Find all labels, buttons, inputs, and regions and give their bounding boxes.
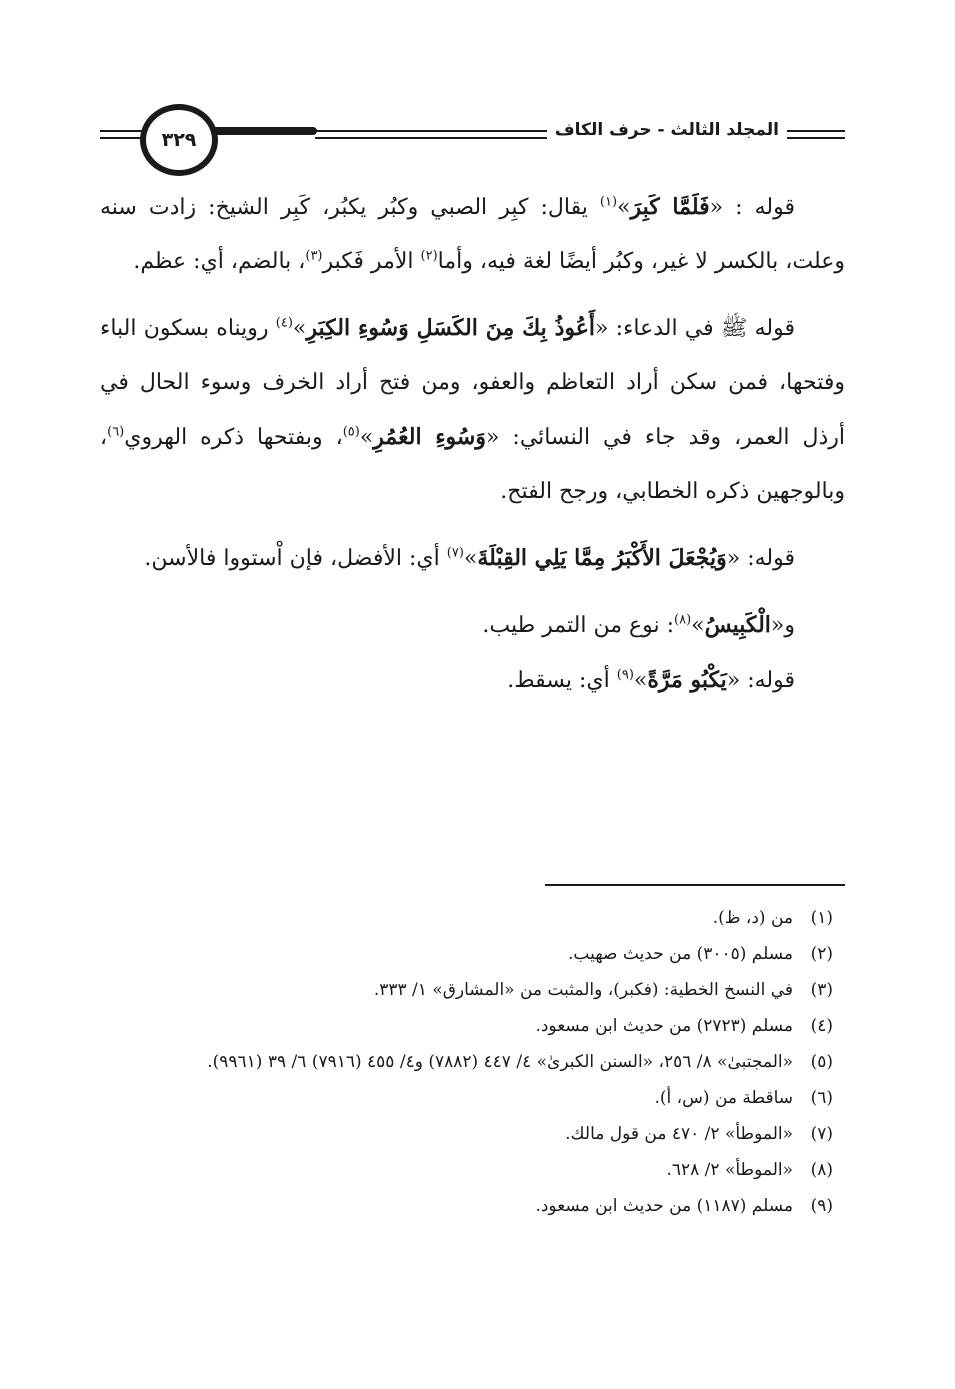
footnote-ref: (٣): [305, 248, 323, 264]
page-number: ٣٢٩: [161, 129, 197, 151]
footnote: [100, 1080, 845, 1116]
footnote: [100, 972, 845, 1008]
footnote-ref: (٩): [616, 667, 634, 683]
footnote-text: «المجتبىٰ» ٨/ ٢٥٦، «السنن الكبرىٰ» ٤/ ٤٤٧ (٧٨٨٢) و٤/ ٤٥٥ (٧٩١٦) ٦/ ٣٩ (٩٩٦١).: [207, 1052, 793, 1072]
footnote-text: مسلم (١١٨٧) من حديث ابن مسعود.: [535, 1196, 793, 1216]
paragraph: [100, 531, 845, 586]
footnote-number: (٨): [810, 1160, 833, 1180]
paragraph-text: : نوع من التمر طيب.: [482, 613, 674, 638]
quoted-term: وَيُجْعَلَ الأَكْبَرُ مِمَّا يَلِي القِبْلَةَ: [477, 545, 727, 571]
footnote-text: «الموطأ» ٢/ ٤٧٠ من قول مالك.: [565, 1124, 793, 1144]
page-number-badge: [140, 104, 218, 176]
paragraph-text: يقال: كبِر الصبي وكبُر يكبُر، كَبِر الشيخ: زادت سنه وعلت، بالكسر لا غير، وكبُر أيضًا لغة فيه، وأما: [100, 195, 845, 274]
footnote-number: (٢): [810, 944, 833, 964]
footnote-ref: (١): [599, 194, 618, 210]
page-number-ornament: [212, 127, 317, 135]
paragraph: [100, 598, 845, 653]
footnote: [100, 900, 845, 936]
footnote-number: (٥): [810, 1052, 833, 1072]
footnote-text: «الموطأ» ٢/ ٦٢٨.: [666, 1160, 793, 1180]
quoted-term: أَعُوذُ بِكَ مِنَ الكَسَلِ وَسُوءِ الكِبَرِ: [306, 315, 596, 341]
footnote: [100, 1044, 845, 1080]
footnote: [100, 936, 845, 972]
paragraph-text: الأمر فَكبر: [322, 249, 421, 274]
footnote-ref: (٧): [446, 545, 464, 561]
quote-close: »: [359, 425, 374, 450]
paragraph-lead: و«: [770, 613, 795, 638]
quoted-term: وَسُوءِ العُمُرِ: [373, 424, 486, 450]
paragraph-text: أي: يسقط.: [507, 668, 617, 693]
running-title: المجلد الثالث - حرف الكاف: [547, 116, 787, 144]
quoted-term: الْكَبِيسُ: [704, 612, 771, 638]
footnote-number: (١): [810, 908, 833, 928]
footnote-ref: (٢): [420, 248, 438, 264]
paragraph-lead: قوله: «: [726, 668, 795, 693]
footnote-ref: (٥): [342, 424, 360, 440]
footnote-separator: [545, 884, 845, 886]
quoted-term: يَكْبُو مَرَّةً: [647, 667, 727, 693]
footnote-number: (٩): [810, 1196, 833, 1216]
footnote-number: (٣): [810, 980, 833, 1000]
footnote-ref: (٦): [107, 424, 125, 440]
paragraph: [100, 653, 845, 708]
footnote-number: (٤): [810, 1016, 833, 1036]
footnote: [100, 1116, 845, 1152]
footnote-number: (٦): [810, 1088, 833, 1108]
main-text: [100, 180, 845, 720]
footnote-ref: (٤): [275, 315, 293, 331]
paragraph: [100, 301, 845, 519]
quote-close: »: [633, 668, 648, 693]
footnote-text: مسلم (٢٧٢٣) من حديث ابن مسعود.: [535, 1016, 793, 1036]
quote-close: »: [463, 546, 478, 571]
footnote-text: من (د، ظ).: [712, 908, 793, 928]
footnote: [100, 1188, 845, 1224]
footnote: [100, 1008, 845, 1044]
paragraph-lead: قوله ﷺ في الدعاء: «: [595, 316, 796, 341]
footnote-text: في النسخ الخطية: (فكبر)، والمثبت من «المشارق» ١/ ٣٣٣.: [373, 980, 793, 1000]
quote-close: »: [292, 316, 307, 341]
quote-close: »: [617, 195, 631, 220]
footnotes: [100, 900, 845, 1224]
footnote-ref: (٨): [674, 612, 692, 628]
paragraph-text: ، وبفتحها ذكره الهروي: [124, 425, 343, 450]
paragraph-lead: قوله : «: [709, 195, 795, 220]
footnote: [100, 1152, 845, 1188]
footnote-number: (٧): [810, 1124, 833, 1144]
paragraph-text: أي: الأفضل، فإن اْستووا فالأسن.: [144, 546, 447, 571]
paragraph-text: ، بالضم، أي: عظم.: [133, 249, 306, 274]
quote-close: »: [691, 613, 705, 638]
footnote-text: مسلم (٣٠٠٥) من حديث صهيب.: [567, 944, 793, 964]
paragraph-text: رويناه بسكون الباء وفتحها، فمن سكن أراد التعاظم والعفو، ومن فتح أراد الخرف وسوء الحال في أرذل العمر، وقد جاء في النسائي: «: [100, 316, 845, 450]
footnote-text: ساقطة من (س، أ).: [654, 1088, 793, 1108]
paragraph-lead: قوله: «: [726, 546, 795, 571]
paragraph: [100, 180, 845, 289]
paragraph-text: ، وبالوجهين ذكره الخطابي، ورجح الفتح.: [100, 425, 845, 504]
page-header: [100, 96, 845, 176]
quoted-term: فَلَمَّا كَبِرَ: [630, 194, 710, 220]
